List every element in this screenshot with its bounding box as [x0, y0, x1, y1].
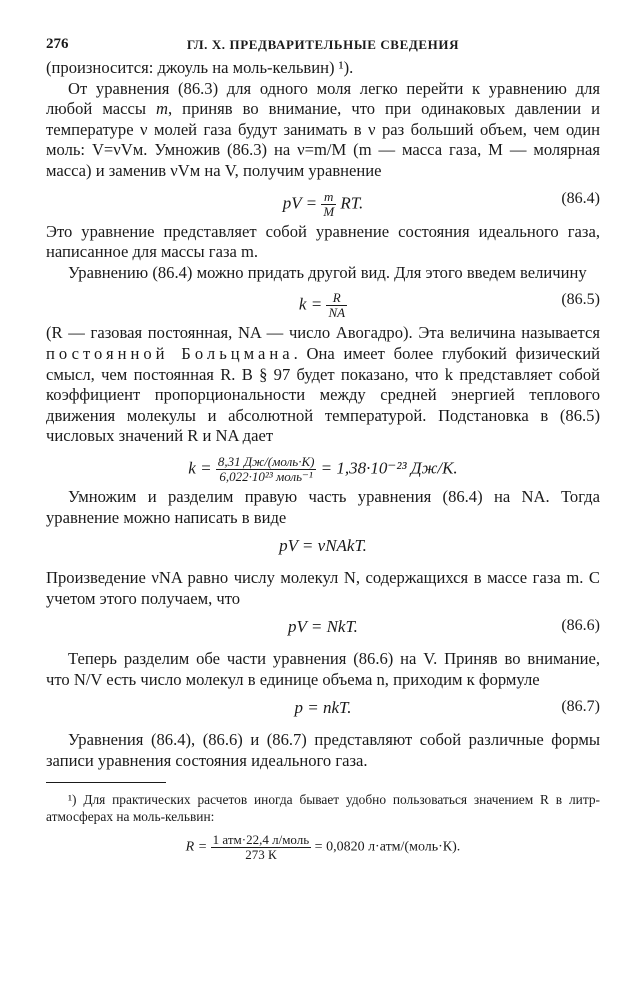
eq-86-5-numerator: R [326, 291, 347, 306]
eq-86-5-denominator: NA [328, 305, 346, 321]
eq-86-6-label: (86.6) [561, 617, 600, 635]
eq-86-4-right: RT. [336, 192, 364, 212]
equation-k-value [46, 447, 600, 487]
footnote-divider [46, 782, 166, 783]
paragraph-7: Теперь разделим обе части уравнения (86.6) на V. Приняв во внимание, что N/V есть число молекул в единице объема n, приходим к формуле [46, 649, 600, 689]
paragraph-1 [46, 79, 600, 182]
paragraph-1-start: От уравнения (86.3) для одного моля легко перейти к уравнению для любой массы [46, 78, 600, 119]
paragraph-4 [46, 323, 600, 447]
page-header [46, 36, 600, 58]
fn-eq-left: R = [185, 839, 211, 855]
eq-86-7-text: p = nkT. [294, 698, 352, 718]
paragraph-4-end: . Она имеет более глубокий физический смысл, чем постоянная R. В § 97 будет показано, что k представляет собой коэффициент пропорциональности между средней энергией теплового движения молекулы и абсолютной температурой. Подстановка в (86.5) числовых значений R и NA дает [46, 343, 600, 446]
paragraph-1-end: , приняв во внимание, что при одинаковых давлении и температуре ν молей газа будут занимать в ν раз больший объем, чем один моль: V=νVм. Умножив (86.3) на ν=m/M (m — масса газа, M — молярная масса) и заменив νVм на V, получим уравнение [46, 99, 601, 180]
paragraph-2: Это уравнение представляет собой уравнение состояния идеального газа, написанное для массы газа m. [46, 221, 600, 262]
fn-eq-right: = 0,0820 л·атм/(моль·К). [311, 839, 461, 855]
eq-k-fraction [216, 455, 317, 484]
term-boltzmann-constant: постоянной Больцмана [46, 343, 294, 363]
fn-eq-denominator: 273 К [245, 846, 277, 862]
equation-pv-nkt [46, 528, 600, 568]
eq-86-6-text: pV = NkT. [288, 617, 358, 637]
eq-pv-nkt-text: pV = νNAkT. [279, 536, 367, 556]
fn-eq-fraction [211, 833, 312, 862]
equation-86-6 [46, 609, 600, 649]
eq-86-4-label: (86.4) [561, 189, 600, 207]
paragraph-3: Уравнению (86.4) можно придать другой вид. Для этого введем величину [68, 262, 587, 282]
eq-k-numerator: 8,31 Дж/(моль·К) [217, 453, 315, 469]
paragraph-6: Произведение νNA равно числу молекул N, содержащихся в массе газа m. С учетом этого получаем, что [46, 568, 600, 608]
eq-86-5-left: k = [298, 294, 327, 314]
footnote-equation [46, 825, 600, 865]
eq-86-4-denominator: M [323, 203, 335, 219]
footnote-text: ¹) Для практических расчетов иногда бывает удобно пользоваться значением R в литр-атмосферах на моль-кельвин: [46, 791, 600, 824]
paragraph-5: Умножим и разделим правую часть уравнения (86.4) на NA. Тогда уравнение можно написать в виде [46, 486, 600, 527]
eq-86-4-left: pV = [282, 192, 322, 212]
equation-86-4 [46, 182, 600, 222]
equation-86-7 [46, 690, 600, 730]
eq-86-5-fraction [326, 291, 347, 320]
chapter-title: ГЛ. X. ПРЕДВАРИТЕЛЬНЫЕ СВЕДЕНИЯ [186, 37, 460, 52]
eq-86-5-label: (86.5) [561, 291, 600, 309]
eq-86-4-numerator: m [321, 190, 336, 205]
eq-86-4-fraction [321, 190, 336, 219]
symbol-m: m [156, 99, 168, 119]
paragraph-8: Уравнения (86.4), (86.6) и (86.7) представляют собой различные формы записи уравнения состояния идеального газа. [46, 730, 600, 771]
book-page [46, 36, 600, 865]
equation-86-5 [46, 283, 600, 323]
paragraph-4-start: (R — газовая постоянная, NA — число Авогадро). Эта величина называется [46, 323, 600, 343]
eq-k-denominator: 6,022·10²³ моль⁻¹ [219, 468, 313, 484]
fn-eq-numerator: 1 атм·22,4 л/моль [212, 831, 310, 847]
paragraph-0: (произносится: джоуль на моль-кельвин) ¹). [46, 58, 354, 77]
page-number: 276 [46, 36, 69, 52]
eq-k-left: k = [188, 458, 216, 478]
eq-k-right: = 1,38·10⁻²³ Дж/К. [316, 458, 458, 478]
eq-86-7-label: (86.7) [561, 698, 600, 716]
